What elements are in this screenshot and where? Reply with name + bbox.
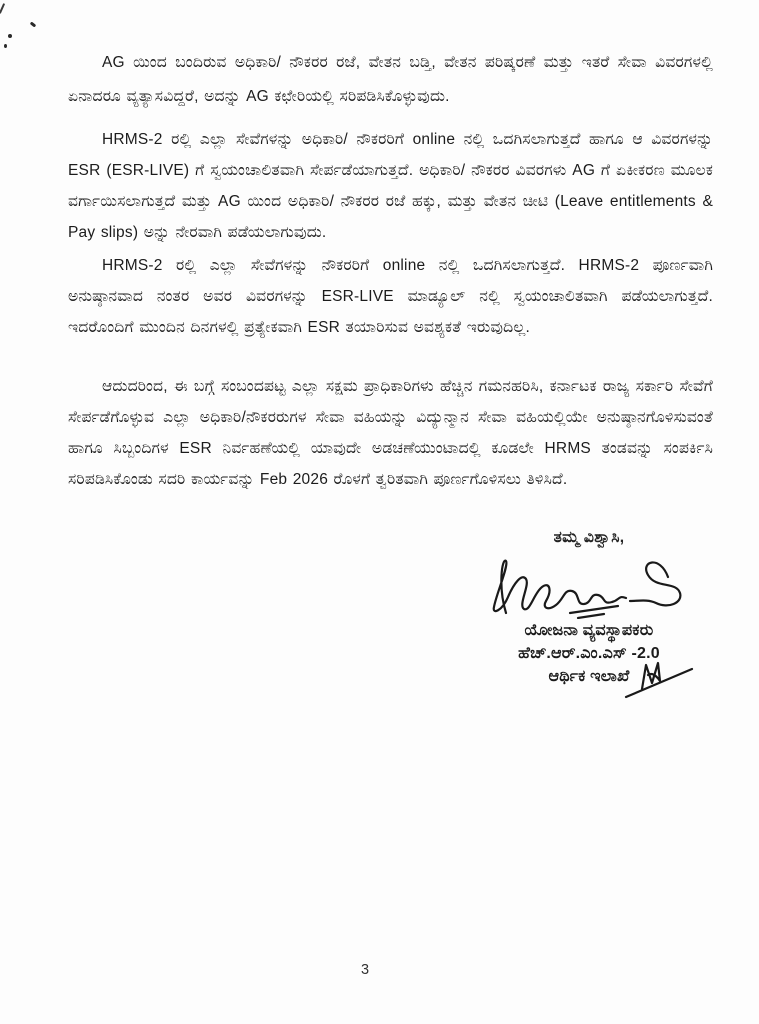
paragraph-esr-live-module: HRMS-2 ರಲ್ಲಿ ಎಲ್ಲಾ ಸೇವೆಗಳನ್ನು ನೌಕರರಿಗೆ online ನಲ್ಲಿ ಒದಗಿಸಲಾಗುತ್ತದೆ. HRMS-2 ಪೂರ್ಣವಾಗಿ ಅನುಷ್ಠಾನವಾದ ನಂತರ ಅವರ ವಿವರಗಳನ್ನು ESR-LIVE ಮಾಡ್ಯೂಲ್ ನಲ್ಲಿ ಸ್ವಯಂಚಾಲಿತವಾಗಿ ಪಡೆಯಲಾಗುತ್ತದೆ. ಇದರೊಂದಿಗೆ ಮುಂದಿನ ದಿನಗಳಲ್ಲಿ ಪ್ರತ್ಯೇಕವಾಗಿ ESR ತಯಾರಿಸುವ ಅವಶ್ಯಕತೆ ಇರುವುದಿಲ್ಲ. xyxy=(68,257,713,336)
signatory-dept: ಆರ್ಥಿಕ ಇಲಾಖೆ xyxy=(548,668,630,685)
closing-line: ತಮ್ಮ ವಿಶ್ವಾಸಿ, xyxy=(553,529,625,546)
paragraph-instructions-feb-2026: ಆದುದರಿಂದ, ಈ ಬಗ್ಗೆ ಸಂಬಂದಪಟ್ಟ ಎಲ್ಲಾ ಸಕ್ಷಮ ಪ್ರಾಧಿಕಾರಿಗಳು ಹೆಚ್ಚಿನ ಗಮನಹರಿಸಿ, ಕರ್ನಾಟಕ ರಾಜ್ಯ ಸರ್ಕಾರಿ ಸೇವೆಗೆ ಸೇರ್ಪಡೆಗೊಳ್ಳುವ ಎಲ್ಲಾ ಅಧಿಕಾರಿ/ನೌಕರರುಗಳ ಸೇವಾ ವಹಿಯನ್ನು ವಿದ್ಯುನ್ಮಾನ ಸೇವಾ ವಹಿಯಲ್ಲಿಯೇ ಅನುಷ್ಠಾನಗೊಳಿಸುವಂತೆ ಹಾಗೂ ಸಿಬ್ಬಂದಿಗಳ ESR ನಿರ್ವಹಣೆಯಲ್ಲಿ ಯಾವುದೇ ಅಡಚಣೆಯುಂಟಾದಲ್ಲಿ ಕೂಡಲೇ HRMS ತಂಡವನ್ನು ಸಂಪರ್ಕಿಸಿ ಸರಿಪಡಿಸಿಕೊಂಡು ಸದರಿ ಕಾರ್ಯವನ್ನು Feb 2026 ರೊಳಗೆ ತ್ವರಿತವಾಗಿ ಪೂರ್ಣಗೊಳಿಸಲು ತಿಳಿಸಿದೆ. xyxy=(68,378,713,488)
paragraph-hrms2-online-esr: HRMS-2 ರಲ್ಲಿ ಎಲ್ಲಾ ಸೇವೆಗಳನ್ನು ಅಧಿಕಾರಿ/ ನೌಕರರಿಗೆ online ನಲ್ಲಿ ಒದಗಿಸಲಾಗುತ್ತದೆ ಹಾಗೂ ಆ ವಿವರಗಳನ್ನು ESR (ESR-LIVE) ಗೆ ಸ್ವಯಂಚಾಲಿತವಾಗಿ ಸೇರ್ಪಡೆಯಾಗುತ್ತದೆ. ಅಧಿಕಾರಿ/ ನೌಕರರ ವಿವರಗಳು AG ಗೆ ಏಕೀಕರಣ ಮೂಲಕ ವರ್ಗಾಯಿಸಲಾಗುತ್ತದೆ ಮತ್ತು AG ಯಿಂದ ಅಧಿಕಾರಿ/ ನೌಕರರ ರಜೆ ಹಕ್ಕು, ಮತ್ತು ವೇತನ ಚೀಟಿ (Leave entitlements & Pay slips) ಅನ್ನು ನೇರವಾಗಿ ಪಡೆಯಲಾಗುವುದು. xyxy=(68,131,713,241)
page-number: 3 xyxy=(360,962,370,978)
signatory-org: ಹೆಚ್.ಆರ್.ಎಂ.ಎಸ್ -2.0 xyxy=(518,645,660,662)
initials-scribble xyxy=(618,657,700,701)
ink-speck xyxy=(30,21,37,27)
ink-speck xyxy=(8,34,12,38)
ink-speck xyxy=(0,3,5,14)
signature-scribble xyxy=(472,549,707,619)
signatory-title: ಯೋಜನಾ ವ್ಯವಸ್ಥಾಪಕರು xyxy=(524,622,654,639)
paragraph-ag-corrections: AG ಯಿಂದ ಬಂದಿರುವ ಅಧಿಕಾರಿ/ ನೌಕರರ ರಜೆ, ವೇತನ ಬಡ್ತಿ, ವೇತನ ಪರಿಷ್ಕರಣೆ ಮತ್ತು ಇತರೆ ಸೇವಾ ವಿವರಗಳಲ್ಲಿ ಏನಾದರೂ ವ್ಯತ್ಯಾಸವಿದ್ದರೆ, ಅದನ್ನು AG ಕಛೇರಿಯಲ್ಲಿ ಸರಿಪಡಿಸಿಕೊಳ್ಳುವುದು. xyxy=(68,54,713,105)
ink-speck xyxy=(4,44,7,48)
signature-block xyxy=(453,529,725,688)
